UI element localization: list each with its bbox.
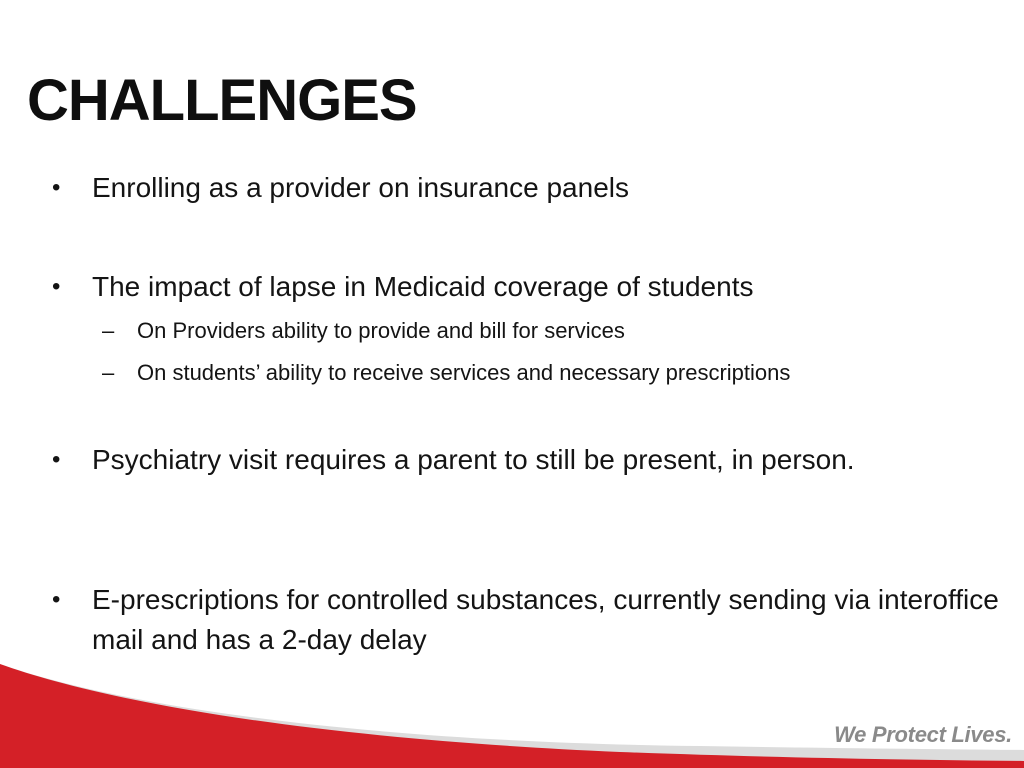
sub-bullet-dash-icon: – <box>102 360 115 385</box>
bullet-dot-icon: • <box>52 174 61 201</box>
bullet-text: Enrolling as a provider on insurance panels <box>92 172 629 203</box>
bullet-dot-icon: • <box>52 273 61 300</box>
sub-bullet-text: On Providers ability to provide and bill for services <box>137 318 625 343</box>
bullet-text: Psychiatry visit requires a parent to still be present, in person. <box>92 444 855 475</box>
bullet-dot-icon: • <box>52 446 61 473</box>
bullet-text: E-prescriptions for controlled substances, currently sending via interoffice mail and has a 2-day delay <box>92 584 999 655</box>
bullet-text: The impact of lapse in Medicaid coverage of students <box>92 271 754 302</box>
sub-bullet-text: On students’ ability to receive services and necessary prescriptions <box>137 360 791 385</box>
bullet-dot-icon: • <box>52 586 61 613</box>
tagline: We Protect Lives. <box>834 722 1012 747</box>
slide-title: CHALLENGES <box>27 68 417 133</box>
sub-bullet-dash-icon: – <box>102 318 115 343</box>
